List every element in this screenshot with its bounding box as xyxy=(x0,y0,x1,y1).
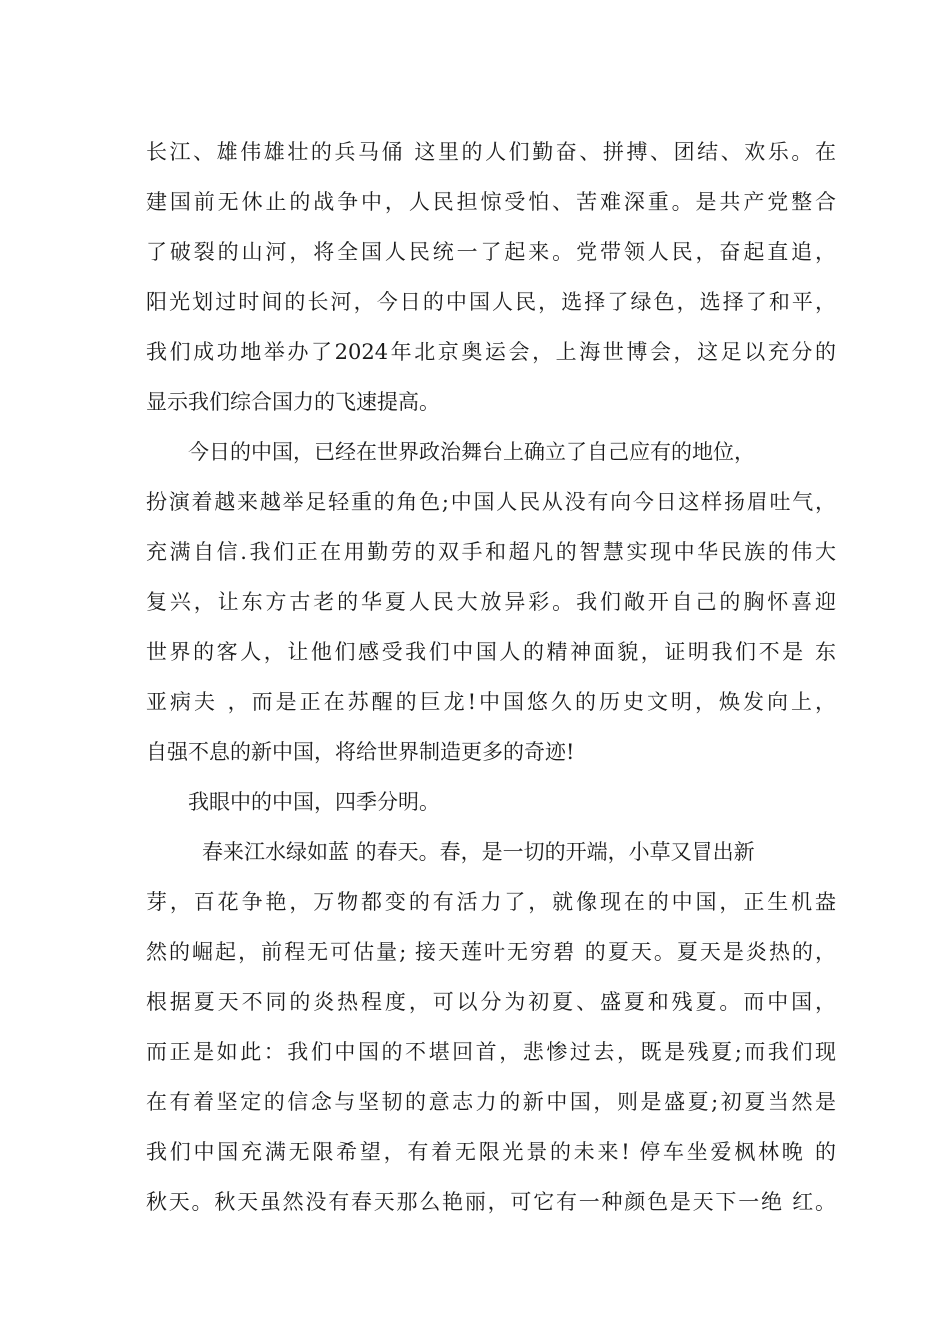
text-line: 我们成功地举办了2024年北京奥运会，上海世博会，这足以充分的 xyxy=(146,340,836,364)
text-line: 然的崛起，前程无可估量; 接天莲叶无穷碧 的夏天。夏天是炎热的， xyxy=(146,940,836,964)
text-line: 在有着坚定的信念与坚韧的意志力的新中国，则是盛夏;初夏当然是 xyxy=(146,1090,836,1114)
text-line: 长江、雄伟雄壮的兵马俑 这里的人们勤奋、拼搏、团结、欢乐。在 xyxy=(146,140,836,164)
text-line: 亚病夫 ，而是正在苏醒的巨龙!中国悠久的历史文明，焕发向上， xyxy=(146,690,836,714)
text-line: 秋天。秋天虽然没有春天那么艳丽，可它有一种颜色是天下一绝 红。 xyxy=(146,1190,836,1214)
text-line: 扮演着越来越举足轻重的角色;中国人民从没有向今日这样扬眉吐气， xyxy=(146,490,836,514)
paragraph-first-line: 今日的中国，已经在世界政治舞台上确立了自己应有的地位， xyxy=(188,440,755,464)
text-line: 复兴，让东方古老的华夏人民大放异彩。我们敞开自己的胸怀喜迎 xyxy=(146,590,836,614)
paragraph-first-line: 我眼中的中国，四季分明。 xyxy=(188,790,440,814)
text-line: 了破裂的山河，将全国人民统一了起来。党带领人民，奋起直追， xyxy=(146,240,836,264)
text-line: 根据夏天不同的炎热程度，可以分为初夏、盛夏和残夏。而中国， xyxy=(146,990,836,1014)
text-line: 芽，百花争艳，万物都变的有活力了，就像现在的中国，正生机盎 xyxy=(146,890,836,914)
text-line: 世界的客人，让他们感受我们中国人的精神面貌，证明我们不是 东 xyxy=(146,640,836,664)
body-text xyxy=(146,132,836,1232)
text-line: 显示我们综合国力的飞速提高。 xyxy=(146,390,440,414)
text-line: 充满自信.我们正在用勤劳的双手和超凡的智慧实现中华民族的伟大 xyxy=(146,540,836,564)
text-line: 建国前无休止的战争中，人民担惊受怕、苦难深重。是共产党整合 xyxy=(146,190,836,214)
paragraph-first-line: 春来江水绿如蓝 的春天。春，是一切的开端，小草又冒出新 xyxy=(202,840,755,864)
text-line: 阳光划过时间的长河，今日的中国人民，选择了绿色，选择了和平， xyxy=(146,290,836,314)
text-line: 而正是如此：我们中国的不堪回首，悲惨过去，既是残夏;而我们现 xyxy=(146,1040,836,1064)
text-line: 自强不息的新中国，将给世界制造更多的奇迹! xyxy=(146,740,575,764)
text-line: 我们中国充满无限希望，有着无限光景的未来! 停车坐爱枫林晚 的 xyxy=(146,1140,836,1164)
